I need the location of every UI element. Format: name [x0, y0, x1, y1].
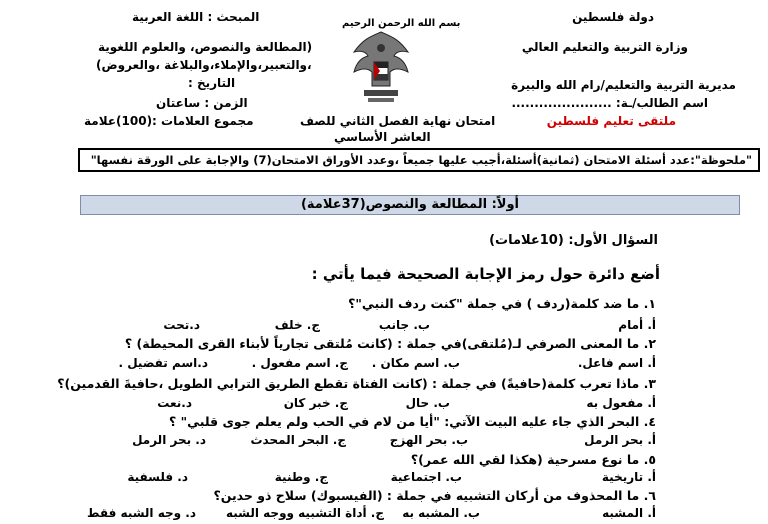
q5-option-a[interactable]: أ. تاريخية: [601, 470, 656, 484]
q1-option-c[interactable]: ج. خلف: [274, 318, 320, 332]
question-1: ١. ما ضد كلمة(ردف ) في جملة "كنت ردف النبي"؟: [348, 296, 656, 311]
q3-option-a[interactable]: أ. مفعول به: [586, 396, 656, 410]
header-country: دولة فلسطين: [572, 10, 654, 24]
q5-option-b[interactable]: ب. اجتماعية: [390, 470, 462, 484]
date-label: التاريخ :: [188, 76, 236, 90]
q6-option-d[interactable]: د. وجه الشبه فقط: [87, 506, 196, 520]
exam-note: "ملحوظة":عدد أسئلة الامتحان (ثمانية)أسئلة،أجيب عليها جميعاً ،وعدد الأوراق الامتحان(7) والإجابة على الورقة نفسها": [78, 148, 760, 172]
header-ministry: وزارة التربية والتعليم العالي: [521, 40, 688, 54]
q1-option-b[interactable]: ب. جانب: [378, 318, 430, 332]
q1-option-a[interactable]: أ. أمام: [618, 318, 656, 332]
q6-option-b[interactable]: ب. المشبه به: [402, 506, 480, 520]
total-marks: مجموع العلامات :(100)علامة: [84, 114, 254, 128]
q3-option-c[interactable]: ج. خبر كان: [283, 396, 348, 410]
subject-label: المبحث : اللغة العربية: [132, 10, 260, 24]
exam-title: امتحان نهاية الفصل الثاني للصف: [300, 114, 496, 128]
q2-option-b[interactable]: ب. اسم مكان .: [371, 356, 460, 370]
header-brand: ملتقى تعليم فلسطين: [546, 114, 676, 128]
q1-option-d[interactable]: د.تحت: [163, 318, 200, 332]
exam-grade: العاشر الأساسي: [334, 130, 431, 144]
q2-option-a[interactable]: أ. اسم فاعل.: [577, 356, 656, 370]
emblem-logo: [350, 28, 412, 110]
q6-option-c[interactable]: ج. أداة التشبيه ووجه الشبه: [225, 506, 384, 520]
q5-option-c[interactable]: ج. وطنية: [274, 470, 328, 484]
question-4: ٤. البحر الذي جاء عليه البيت الآتي: "أيا من لام في الحب ولم يعلم جوى قلبي" ؟: [168, 414, 656, 429]
q4-option-d[interactable]: د. بحر الرمل: [132, 433, 206, 447]
question-6: ٦. ما المحذوف من أركان التشبيه في جملة : (الفيسبوك) سلاح ذو حدين؟: [213, 488, 656, 503]
q2-option-d[interactable]: د.اسم تفضيل .: [118, 356, 208, 370]
question-3: ٣. ماذا تعرب كلمة(حافيةً) في جملة : (كانت الفتاة تقطع الطريق الترابي الطويل ،حافيةَ القدمين)؟: [57, 376, 656, 391]
subject-parts-1: (المطالعة والنصوص، والعلوم اللغوية: [98, 40, 313, 54]
header-basmala: بسم الله الرحمن الرحيم: [342, 18, 461, 29]
q4-option-a[interactable]: أ. بحر الرمل: [584, 433, 656, 447]
time-label: الزمن : ساعتان: [156, 96, 248, 110]
question-2: ٢. ما المعنى الصرفي لـ(مُلتقى)في جملة : (كانت مُلتقى تجارياً لأبناء القرى المحيطة) ؟: [124, 336, 656, 351]
q2-option-c[interactable]: ج. اسم مفعول .: [251, 356, 348, 370]
q6-option-a[interactable]: أ. المشبه: [602, 506, 656, 520]
header-student-name: اسم الطالب/ـة: ......................: [511, 96, 708, 110]
q3-option-b[interactable]: ب. حال: [405, 396, 450, 410]
question-title: السؤال الأول: (10علامات): [489, 233, 658, 248]
q4-option-b[interactable]: ب. بحر الهزج: [389, 433, 468, 447]
header-directorate: مديرية التربية والتعليم/رام الله والبيرة: [511, 78, 736, 92]
section-title: أولاً: المطالعة والنصوص(37علامة): [80, 195, 740, 215]
subject-parts-2: ،والتعبير،والإملاء،والبلاغة ،والعروض): [96, 58, 312, 72]
q5-option-d[interactable]: د. فلسفية: [127, 470, 188, 484]
q3-option-d[interactable]: د.نعت: [157, 396, 192, 410]
question-5: ٥. ما نوع مسرحية (هكذا لقي الله عمر)؟: [410, 452, 656, 467]
instruction: أضع دائرة حول رمز الإجابة الصحيحة فيما يأتي :: [311, 265, 660, 283]
q4-option-c[interactable]: ج. البحر المحدث: [250, 433, 346, 447]
